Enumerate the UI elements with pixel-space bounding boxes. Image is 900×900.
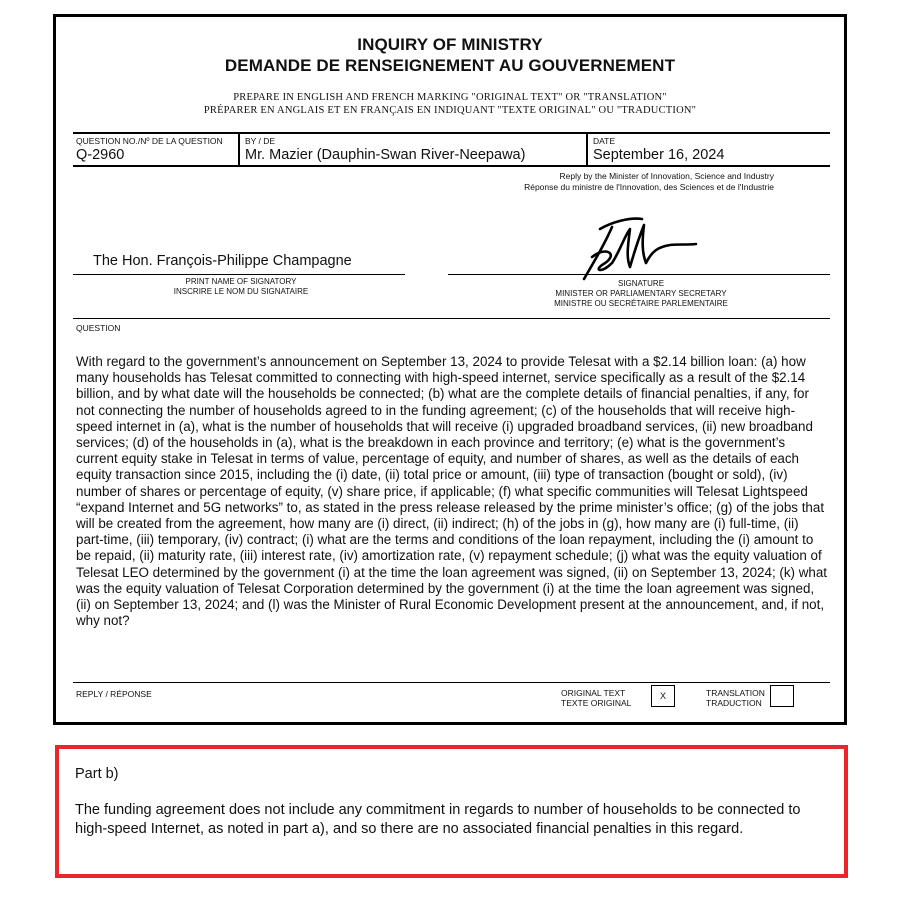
title-en: INQUIRY OF MINISTRY: [357, 35, 543, 54]
header-bottom-rule: [73, 165, 830, 167]
instruction-en: PREPARE IN ENGLISH AND FRENCH MARKING "ORIGINAL TEXT" OR "TRANSLATION": [233, 92, 667, 103]
print-name-label-fr: INSCRIRE LE NOM DU SIGNATAIRE: [173, 287, 309, 296]
answer-box: [55, 745, 848, 878]
question-label: QUESTION: [76, 323, 121, 333]
question-top-rule: [73, 318, 830, 319]
reply-by: [524, 171, 774, 193]
minister-label-en: MINISTER OR PARLIAMENTARY SECRETARY: [555, 289, 727, 298]
date-label: DATE: [593, 136, 616, 146]
translation-label-fr: TRADUCTION: [706, 698, 762, 708]
print-name-label-en: PRINT NAME OF SIGNATORY: [185, 277, 297, 286]
minister-label-fr: MINISTRE OU SECRÉTAIRE PARLEMENTAIRE: [554, 299, 728, 308]
by-value: Mr. Mazier (Dauphin-Swan River-Neepawa): [245, 147, 526, 163]
form-title: [56, 34, 844, 76]
header-divider-2: [586, 132, 588, 166]
header-top-rule: [73, 132, 830, 134]
reply-by-en: Reply by the Minister of Innovation, Science and Industry: [559, 171, 774, 181]
signatory-name: The Hon. François-Philippe Champagne: [93, 253, 352, 269]
print-name-label: [156, 277, 326, 297]
translation-label-en: TRANSLATION: [706, 688, 765, 698]
translation-label: [706, 688, 765, 708]
by-label: BY / DE: [245, 136, 276, 146]
original-text-checkbox[interactable]: X: [651, 685, 675, 707]
question-no-value: Q-2960: [76, 147, 125, 163]
answer-text: The funding agreement does not include any commitment in regards to number of households to be connected to high-speed Internet, as noted in part a), and so there are no associated financial penalties in this regard.: [75, 802, 801, 837]
translation-checkbox[interactable]: [770, 685, 794, 707]
answer-heading: Part b): [75, 766, 119, 782]
reply-label: REPLY / RÉPONSE: [76, 689, 152, 699]
form-instructions: [56, 91, 844, 117]
reply-by-fr: Réponse du ministre de l'Innovation, des Sciences et de l'Industrie: [524, 182, 774, 192]
original-text-label-fr: TEXTE ORIGINAL: [561, 698, 632, 708]
title-fr: DEMANDE DE RENSEIGNEMENT AU GOUVERNEMENT: [224, 56, 676, 75]
signatory-rule: [73, 274, 405, 275]
date-value: September 16, 2024: [593, 147, 725, 163]
inquiry-form: [53, 14, 847, 725]
reply-top-rule: [73, 682, 830, 683]
original-text-label-en: ORIGINAL TEXT: [561, 688, 626, 698]
header-divider-1: [238, 132, 240, 166]
question-no-label: QUESTION NO./Nº DE LA QUESTION: [76, 136, 223, 146]
original-text-label: [561, 688, 631, 708]
signature-rule: [448, 274, 830, 275]
signature-graphic: [572, 207, 702, 287]
signature-label-block: [546, 279, 736, 309]
question-text: With regard to the government’s announcement on September 13, 2024 to provide Telesat with a $2.14 billion loan: (a) how many households has Telesat committed to connecting with high-speed internet, service specifically as a result of the $2.14 billion, and by what date will the households be connected; (b) what are the complete details of financial penalties, if any, for not connecting the number of households agreed to in the funding agreement; (c) of the households that will receive high-speed internet in (a), what is the number of households that will receive (i) upgraded broadband services, (ii) new broadband services; (d) of the households in (a), what is the breakdown in each province and territory; (e) what is the government’s current equity stake in Telesat in terms of value, percentage of equity, and number of shares, as well as the details of each equity transaction since 2015, including the (i) date, (ii) total price or amount, (iii) type of transaction (bought or sold), (iv) number of shares or percentage of equity, (v) share price, if applicable; (f) what specific communities will Telesat Lightspeed “expand Internet and 5G networks” to, as stated in the press release released by the prime minister’s office; (g) of the jobs that will be created from the agreement, how many are (i) direct, (ii) indirect; (h) of the jobs in (g), how many are (i) full-time, (ii) part-time, (iii) temporary, (iv) contract; (i) what are the terms and conditions of the loan repayment, including the (i) amount to be repaid, (ii) maturity rate, (iii) interest rate, (iv) amortization rate, (v) repayment schedule; (j) what was the equity valuation of Telesat LEO determined by the government (i) at the time the loan agreement was signed, (ii) on September 13, 2024; (k) what was the equity valuation of Telesat Corporation determined by the government (i) at the time the loan agreement was signed, (ii) on September 13, 2024; and (l) was the Minister of Rural Economic Development present at the announcement, and, if not, why not?: [76, 354, 828, 629]
instruction-fr: PRÉPARER EN ANGLAIS ET EN FRANÇAIS EN INDIQUANT "TEXTE ORIGINAL" OU "TRADUCTION": [203, 105, 697, 116]
signature-label: SIGNATURE: [617, 279, 665, 288]
